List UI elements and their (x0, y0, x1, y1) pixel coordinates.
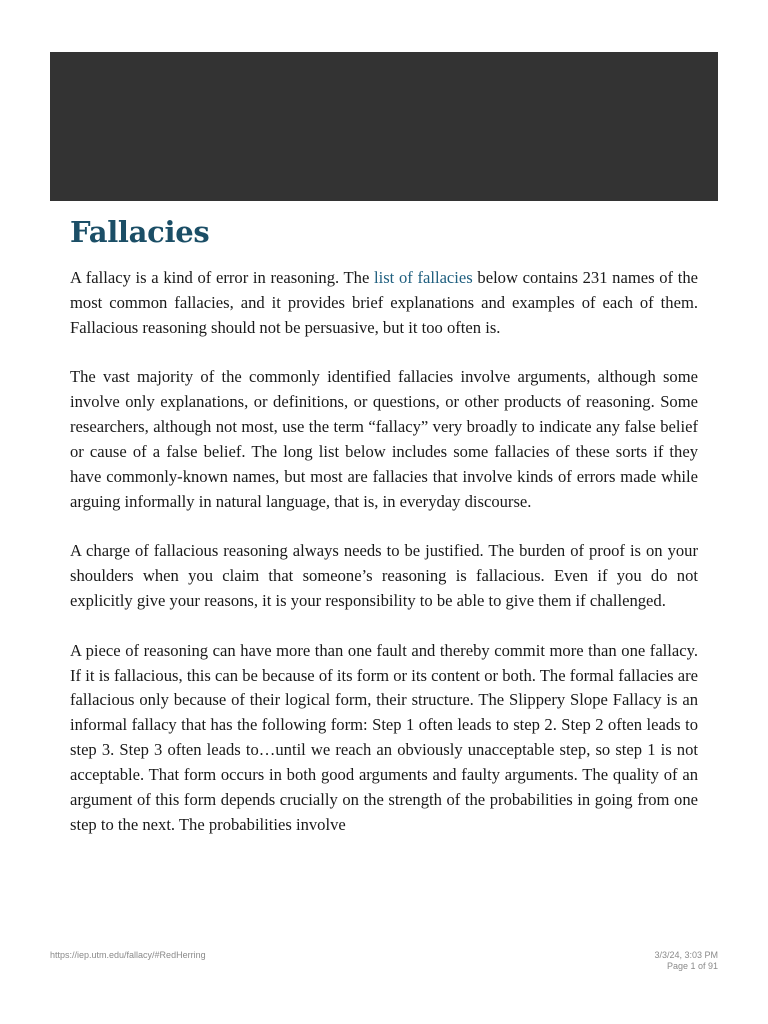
paragraph-4: A piece of reasoning can have more than one fault and thereby commit more than one fallacy. If it is fallacious, this can be because of its form or its content or both. The formal fallacies are fallacious only because of their logical form, their structure. The Slippery Slope Fallacy is an informal fallacy that has the following form: Step 1 often leads to step 2. Step 2 often leads to step 3. Step 3 often leads to…until we reach an obviously unacceptable step, so step 1 is not acceptable. That form occurs in both good arguments and faulty arguments. The quality of an argument of this form depends crucially on the strength of the probabilities in going from one step to the next. The probabilities involve (70, 640, 698, 834)
article-body (70, 210, 698, 837)
footer-page-number: Page 1 of 91 (666, 961, 718, 971)
paragraph-2: The vast majority of the commonly identified fallacies involve arguments, although some involve only explanations, or definitions, or questions, or other products of reasoning. Some researchers, although not most, use the term “fallacy” very broadly to indicate any false belief or cause of a false belief. The long list below includes some fallacies of these sorts if they have commonly-known names, but most are fallacies that involve kinds of errors made while arguing informally in natural language, that is, in everyday discourse. (70, 367, 698, 511)
intro-text-before-link: A fallacy is a kind of error in reasoning. The (70, 268, 374, 287)
page-title: Fallacies (70, 215, 210, 249)
paragraph-3: A charge of fallacious reasoning always needs to be justified. The burden of proof is on your shoulders when you claim that someone’s reasoning is fallacious. Even if you do not explicitly give your reasons, it is your responsibility to be able to give them if challenged. (70, 541, 698, 610)
intro-text-after-link: below contains 231 names of the most common fallacies, and it provides brief explanations and examples of each of them. Fallacious reasoning should not be persuasive, but it too often is. (70, 268, 698, 337)
footer-url: https://iep.utm.edu/fallacy/#RedHerring (50, 950, 206, 960)
intro-paragraph (70, 266, 698, 341)
header-banner (50, 52, 718, 201)
footer-meta (654, 950, 718, 972)
footer-datetime: 3/3/24, 3:03 PM (654, 950, 718, 960)
list-of-fallacies-link[interactable]: list of fallacies (374, 268, 473, 287)
